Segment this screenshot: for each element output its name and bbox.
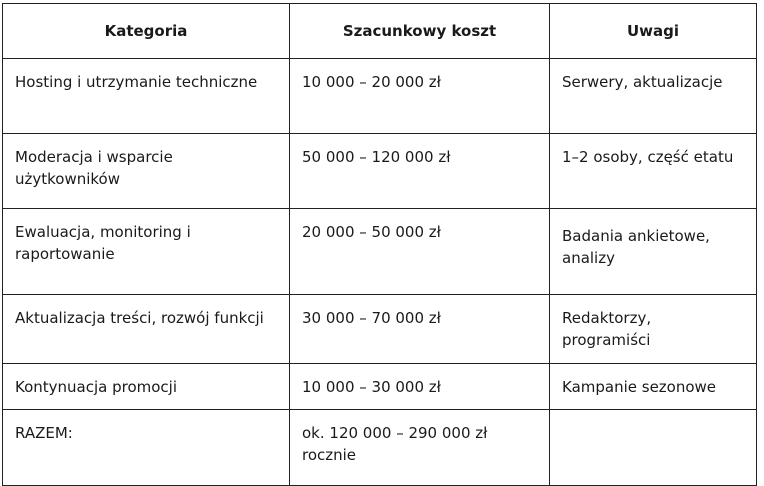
- total-label: RAZEM:: [3, 410, 290, 486]
- header-category: Kategoria: [3, 4, 290, 59]
- row-cost: 10 000 – 30 000 zł: [290, 364, 550, 410]
- row-category: Ewaluacja, monitoring i raportowanie: [3, 209, 290, 295]
- row-notes: Redaktorzy, programiści: [550, 295, 757, 364]
- total-cost: ok. 120 000 – 290 000 zł rocznie: [290, 410, 550, 486]
- table-row: [3, 134, 757, 209]
- row-cost: 30 000 – 70 000 zł: [290, 295, 550, 364]
- row-category: Hosting i utrzymanie techniczne: [3, 59, 290, 134]
- row-notes: Serwery, aktualizacje: [550, 59, 757, 134]
- table-header-row: [3, 4, 757, 59]
- header-cost: Szacunkowy koszt: [290, 4, 550, 59]
- table-row: [3, 59, 757, 134]
- row-notes: Badania ankietowe, analizy: [550, 209, 757, 295]
- row-notes: Kampanie sezonowe: [550, 364, 757, 410]
- header-notes: Uwagi: [550, 4, 757, 59]
- row-notes: 1–2 osoby, część etatu: [550, 134, 757, 209]
- table-row: [3, 364, 757, 410]
- total-notes: [550, 410, 757, 486]
- table-row: [3, 209, 757, 295]
- table-row: [3, 295, 757, 364]
- row-category: Kontynuacja promocji: [3, 364, 290, 410]
- row-cost: 10 000 – 20 000 zł: [290, 59, 550, 134]
- row-cost: 50 000 – 120 000 zł: [290, 134, 550, 209]
- table-row-total: [3, 410, 757, 486]
- row-category: Aktualizacja treści, rozwój funkcji: [3, 295, 290, 364]
- cost-estimate-table: [2, 3, 757, 486]
- row-cost: 20 000 – 50 000 zł: [290, 209, 550, 295]
- row-category: Moderacja i wsparcie użytkowników: [3, 134, 290, 209]
